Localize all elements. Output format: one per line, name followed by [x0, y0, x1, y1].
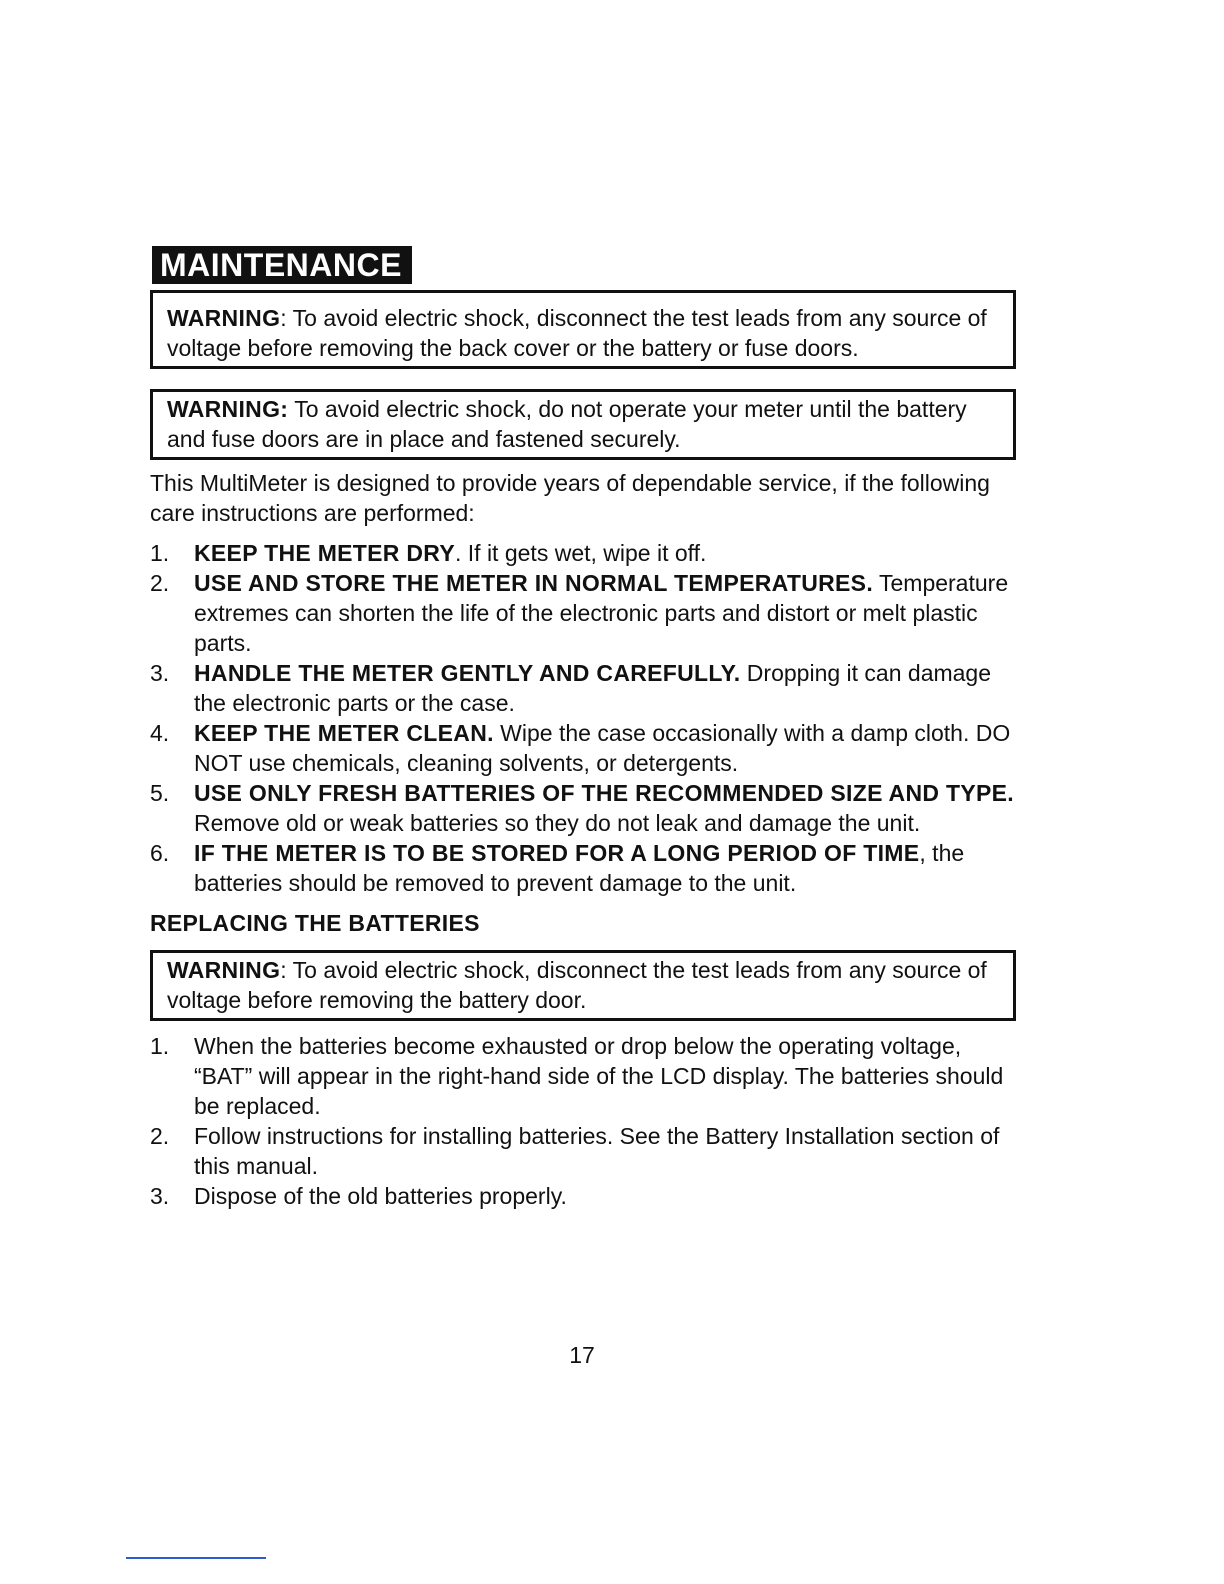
item-text: Dispose of the old batteries properly.: [194, 1183, 567, 1209]
list-item: [150, 1121, 1016, 1181]
item-number: 2.: [150, 1123, 170, 1149]
item-heading: USE ONLY FRESH BATTERIES OF THE RECOMMENDED SIZE AND TYPE.: [194, 780, 1014, 806]
section-title: MAINTENANCE: [152, 246, 412, 284]
care-instructions-list: [150, 538, 1016, 898]
item-number: 5.: [150, 780, 170, 806]
warning-box-disconnect-leads: [150, 290, 1016, 369]
item-text: . If it gets wet, wipe it off.: [455, 540, 707, 566]
warning-text: To avoid electric shock, do not operate your meter until the battery and fuse doors are in place and fastened securely.: [167, 396, 967, 452]
list-item: [150, 568, 1016, 658]
item-heading: HANDLE THE METER GENTLY AND CAREFULLY.: [194, 660, 741, 686]
item-number: 6.: [150, 840, 170, 866]
list-item: [150, 1031, 1016, 1121]
list-item: [150, 838, 1016, 898]
item-heading: KEEP THE METER DRY: [194, 540, 455, 566]
warning-label: WARNING:: [167, 396, 289, 422]
item-heading: USE AND STORE THE METER IN NORMAL TEMPERATURES.: [194, 570, 874, 596]
warning-text: To avoid electric shock, disconnect the test leads from any source of voltage before removing the battery door.: [167, 957, 987, 1013]
list-item: [150, 538, 1016, 568]
item-text: Dropping it can damage the electronic parts or the case.: [194, 660, 992, 716]
item-number: 4.: [150, 720, 170, 746]
item-number: 2.: [150, 570, 170, 596]
item-heading: IF THE METER IS TO BE STORED FOR A LONG PERIOD OF TIME: [194, 840, 920, 866]
intro-paragraph: This MultiMeter is designed to provide years of dependable service, if the following care instructions are performed:: [150, 470, 990, 526]
item-number: 3.: [150, 1183, 170, 1209]
item-number: 1.: [150, 1033, 170, 1059]
item-text: Follow instructions for installing batteries. See the Battery Installation section of this manual.: [194, 1123, 1000, 1179]
item-text: Remove old or weak batteries so they do not leak and damage the unit.: [194, 810, 921, 836]
item-number: 3.: [150, 660, 170, 686]
item-text: , the batteries should be removed to prevent damage to the unit.: [194, 840, 965, 896]
warning-box-battery-door: [150, 950, 1016, 1021]
warning-label: WARNING: [167, 957, 281, 983]
item-number: 1.: [150, 540, 170, 566]
footer-rule: [126, 1557, 266, 1559]
list-item: [150, 778, 1016, 838]
list-item: [150, 718, 1016, 778]
warning-separator: :: [280, 305, 287, 331]
battery-steps-list: [150, 1031, 1016, 1211]
item-text: Wipe the case occasionally with a damp cloth. DO NOT use chemicals, cleaning solvents, or detergents.: [194, 720, 1011, 776]
warning-box-doors-fastened: [150, 389, 1016, 460]
item-text: When the batteries become exhausted or drop below the operating voltage, “BAT” will appear in the right-hand side of the LCD display. The batteries should be replaced.: [194, 1033, 1004, 1119]
item-text: Temperature extremes can shorten the life of the electronic parts and distort or melt plastic parts.: [194, 570, 1009, 656]
item-heading: KEEP THE METER CLEAN.: [194, 720, 494, 746]
maintenance-page: [150, 246, 1016, 1211]
list-item: [150, 658, 1016, 718]
warning-separator: :: [280, 957, 287, 983]
warning-label: WARNING: [167, 305, 281, 331]
page-number: 17: [569, 1342, 595, 1368]
warning-text: To avoid electric shock, disconnect the test leads from any source of voltage before removing the back cover or the battery or fuse doors.: [167, 305, 987, 361]
list-item: [150, 1181, 1016, 1211]
replacing-batteries-heading: REPLACING THE BATTERIES: [150, 910, 480, 936]
